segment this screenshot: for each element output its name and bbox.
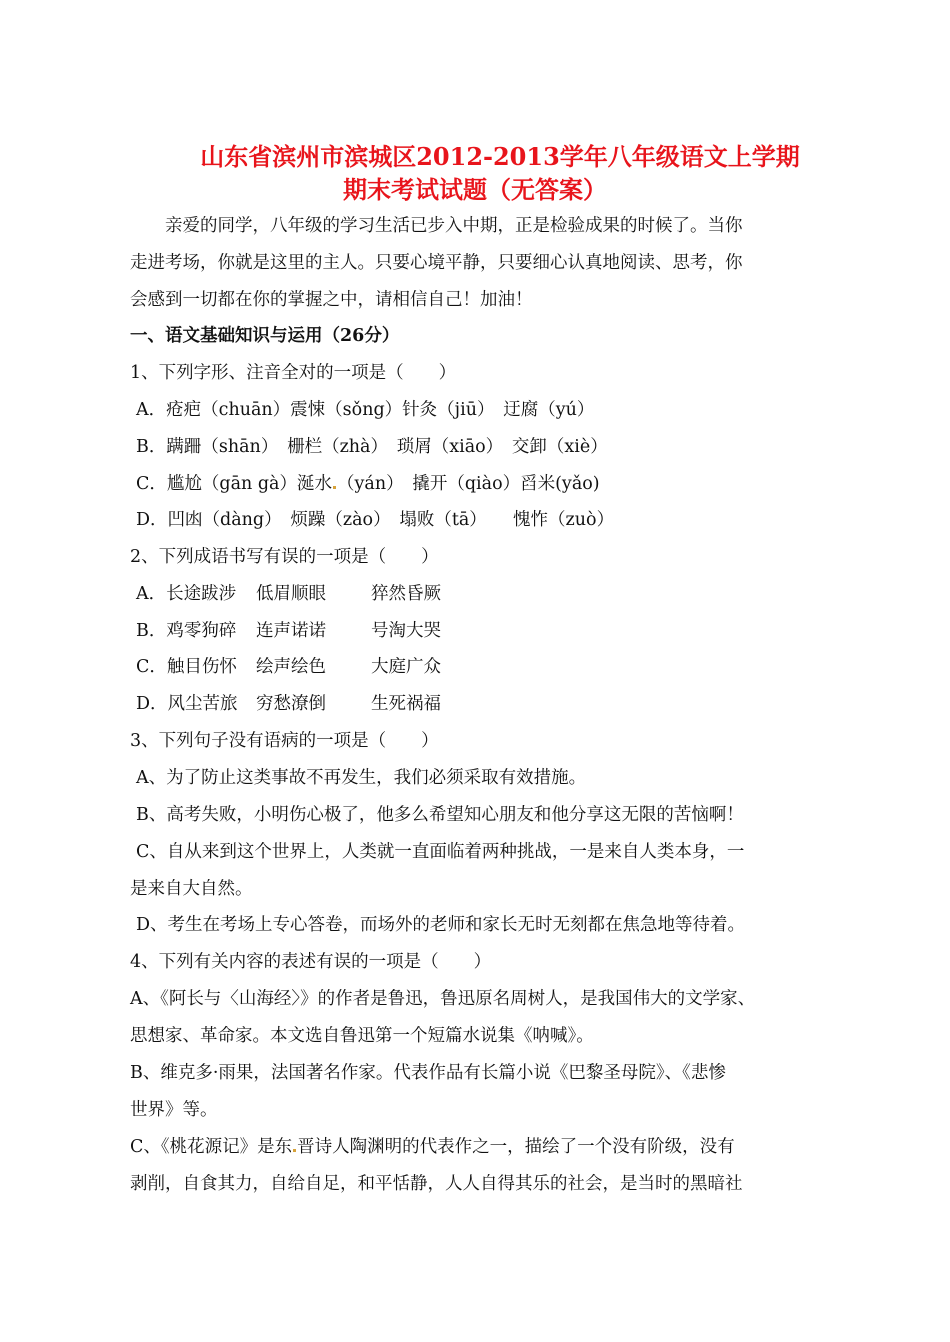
q2-row-c (136, 654, 441, 680)
q2-c-1: C．触目伤怀 (136, 657, 237, 677)
q1-option-b: B．蹒跚（shān） 栅栏（zhà） 琐屑（xiāo） 交卸（xiè） (136, 437, 608, 457)
q2-c-2: 绘声绘色 (256, 657, 326, 677)
q3-line-b: B、高考失败，小明伤心极了，他多么希望知心朋友和他分享这无限的苦恼啊！ (136, 805, 744, 825)
q1-option-d: D．凹凼（dàng） 烦躁（zào） 塌败（tā） 愧怍（zuò） (136, 510, 615, 530)
section-heading: 一、语文基础知识与运用（26分） (130, 326, 400, 346)
q2-d-3: 生死祸福 (371, 694, 441, 714)
q2-d-1: D．风尘苦旅 (136, 694, 238, 714)
exam-title-line1: 山东省滨州市滨城区2012-2013学年八年级语文上学期 (200, 142, 800, 171)
q4-line-a-cont: 思想家、革命家。本文选自鲁迅第一个短篇水说集《呐喊》。 (130, 1026, 594, 1046)
exam-title-line2: 期末考试试题（无答案） (343, 175, 607, 204)
q3-line-d: D、考生在考场上专心答卷，而场外的老师和家长无时无刻都在焦急地等待着。 (136, 915, 746, 935)
q4-line-c-part2: 晋诗人陶渊明的代表作之一，描绘了一个没有阶级，没有 (297, 1137, 735, 1157)
q3-line-c: C、自从来到这个世界上，人类就一直面临着两种挑战，一是来自人类本身，一 (136, 842, 745, 862)
q2-b-3: 号淘大哭 (371, 621, 441, 641)
q2-c-3: 大庭广众 (371, 657, 441, 677)
q1-stem: 1、下列字形、注音全对的一项是（ ） (130, 363, 457, 383)
edit-mark-icon (333, 486, 336, 489)
q2-stem: 2、下列成语书写有误的一项是（ ） (130, 547, 439, 567)
q3-line-a: A、为了防止这类事故不再发生，我们必须采取有效措施。 (136, 768, 587, 788)
q2-row-d (136, 691, 441, 717)
q4-line-b: B、维克多·雨果，法国著名作家。代表作品有长篇小说《巴黎圣母院》、《悲惨 (130, 1063, 726, 1083)
q2-b-1: B．鸡零狗碎 (136, 621, 237, 641)
q2-row-b (136, 618, 441, 644)
q2-row-a (136, 581, 441, 607)
q2-d-2: 穷愁潦倒 (256, 694, 326, 714)
q3-stem: 3、下列句子没有语病的一项是（ ） (130, 731, 439, 751)
q4-line-a: A、《阿长与〈山海经〉》的作者是鲁迅，鲁迅原名周树人，是我国伟大的文学家、 (130, 989, 756, 1009)
q4-line-c-cont: 剥削，自食其力，自给自足，和平恬静，人人自得其乐的社会，是当时的黑暗社 (130, 1174, 743, 1194)
q4-stem: 4、下列有关内容的表述有误的一项是（ ） (130, 952, 492, 972)
q1-option-c (136, 471, 600, 497)
intro-line-1: 亲爱的同学，八年级的学习生活已步入中期，正是检验成果的时候了。当你 (165, 216, 743, 236)
q2-a-3: 猝然昏厥 (371, 584, 441, 604)
q4-line-c-part1: C、《桃花源记》是东 (130, 1137, 293, 1157)
q2-b-2: 连声诺诺 (256, 621, 326, 641)
q2-a-1: A．长途跋涉 (136, 584, 237, 604)
intro-line-3: 会感到一切都在你的掌握之中，请相信自己！加油！ (130, 290, 533, 310)
q3-line-c-cont: 是来自大自然。 (130, 879, 253, 899)
q4-line-b-cont: 世界》等。 (130, 1100, 218, 1120)
q2-a-2: 低眉顺眼 (256, 584, 326, 604)
edit-mark-icon (293, 1149, 296, 1152)
q1-option-c-part2: （yán） 撬开（qiào）舀米(yǎo) (337, 474, 600, 494)
q1-option-c-part1: C．尴尬（gān gà）涎水 (136, 474, 332, 494)
q1-option-a: A．疮疤（chuān）震悚（sǒng）针灸（jiū） 迂腐（yú） (136, 400, 595, 420)
q4-line-c (130, 1134, 735, 1160)
intro-line-2: 走进考场，你就是这里的主人。只要心境平静，只要细心认真地阅读、思考，你 (130, 253, 743, 273)
